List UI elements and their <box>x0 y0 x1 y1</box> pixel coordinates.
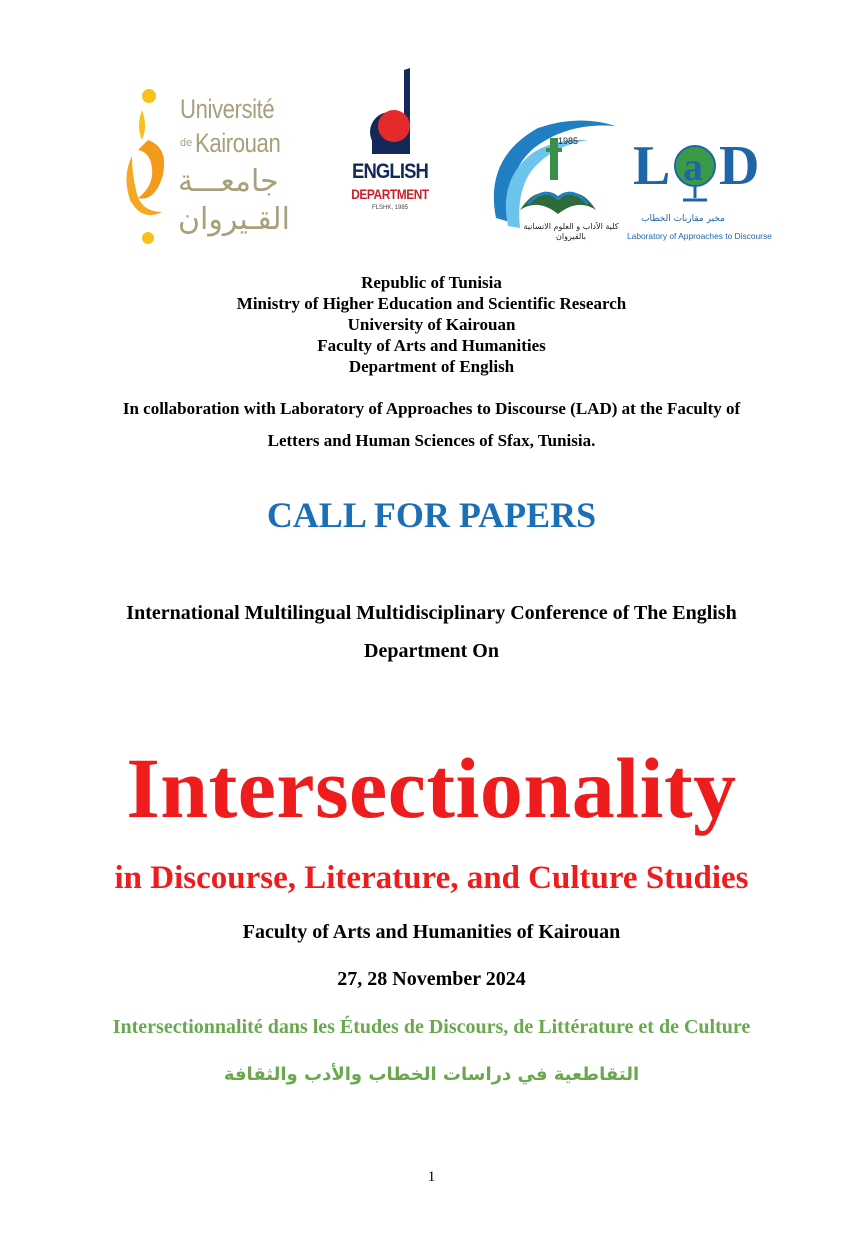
collaboration-line1: In collaboration with Laboratory of Approaches to Discourse (LAD) at the Faculty of <box>122 399 741 418</box>
conference-line2: Department On <box>364 640 499 662</box>
university-emblem-icon <box>118 82 178 252</box>
english-department-established: FLSHK, 1985 <box>371 205 409 211</box>
conference-line1: International Multilingual Multidisciplinary Conference of The English <box>126 602 737 624</box>
english-department-subtitle: DEPARTMENT <box>351 186 429 202</box>
english-department-title: ENGLISH <box>352 160 428 183</box>
english-department-emblem-icon <box>360 68 420 160</box>
lad-emblem-icon <box>629 128 769 212</box>
conference-subtitle: in Discourse, Literature, and Culture Studies <box>114 860 749 896</box>
english-department-logo <box>340 68 440 218</box>
french-title: Intersectionnalité dans les Études de Discours, de Littérature et de Culture <box>112 1016 751 1038</box>
faculty-arabic-name: كلية الآداب و العلوم الانسانية بالقيروان <box>523 222 619 241</box>
page-number: 1 <box>427 1169 436 1185</box>
header-ministry: Ministry of Higher Education and Scientific Research <box>236 294 627 313</box>
faculty-logo <box>488 118 628 252</box>
lad-letter-a: a <box>683 144 703 189</box>
header-university: University of Kairouan <box>347 315 516 334</box>
call-for-papers-heading: CALL FOR PAPERS <box>266 495 597 535</box>
university-arabic-line2: القـيروان <box>178 202 290 237</box>
lad-arabic-name: مخبر مقاربات الخطاب <box>641 214 725 224</box>
university-name-line2: Kairouan <box>195 128 281 158</box>
conference-venue: Faculty of Arts and Humanities of Kairouan <box>242 921 621 943</box>
collaboration-line2: Letters and Human Sciences of Sfax, Tunisia. <box>267 431 596 450</box>
university-kairouan-logo <box>118 82 290 252</box>
header-faculty: Faculty of Arts and Humanities <box>317 336 546 355</box>
arabic-title: التقاطعية في دراسات الخطاب والأدب والثقافة <box>223 1064 640 1085</box>
university-arabic-line1: جامعـــة <box>178 164 279 199</box>
conference-description <box>0 594 863 670</box>
lad-english-name: Laboratory of Approaches to Discourse <box>627 231 772 241</box>
university-name-de: de <box>180 137 193 149</box>
institution-header <box>0 272 863 377</box>
lad-letter-l: L <box>633 135 671 197</box>
university-name-line1: Université <box>180 94 275 124</box>
faculty-year: 1985 <box>558 136 579 146</box>
collaboration-note <box>0 393 863 457</box>
header-republic: Republic of Tunisia <box>361 273 502 292</box>
header-department: Department of English <box>348 357 515 376</box>
lad-letter-d: D <box>719 135 760 197</box>
conference-dates: 27, 28 November 2024 <box>337 968 526 990</box>
conference-title: Intersectionality <box>126 740 737 836</box>
lad-logo <box>625 128 775 246</box>
